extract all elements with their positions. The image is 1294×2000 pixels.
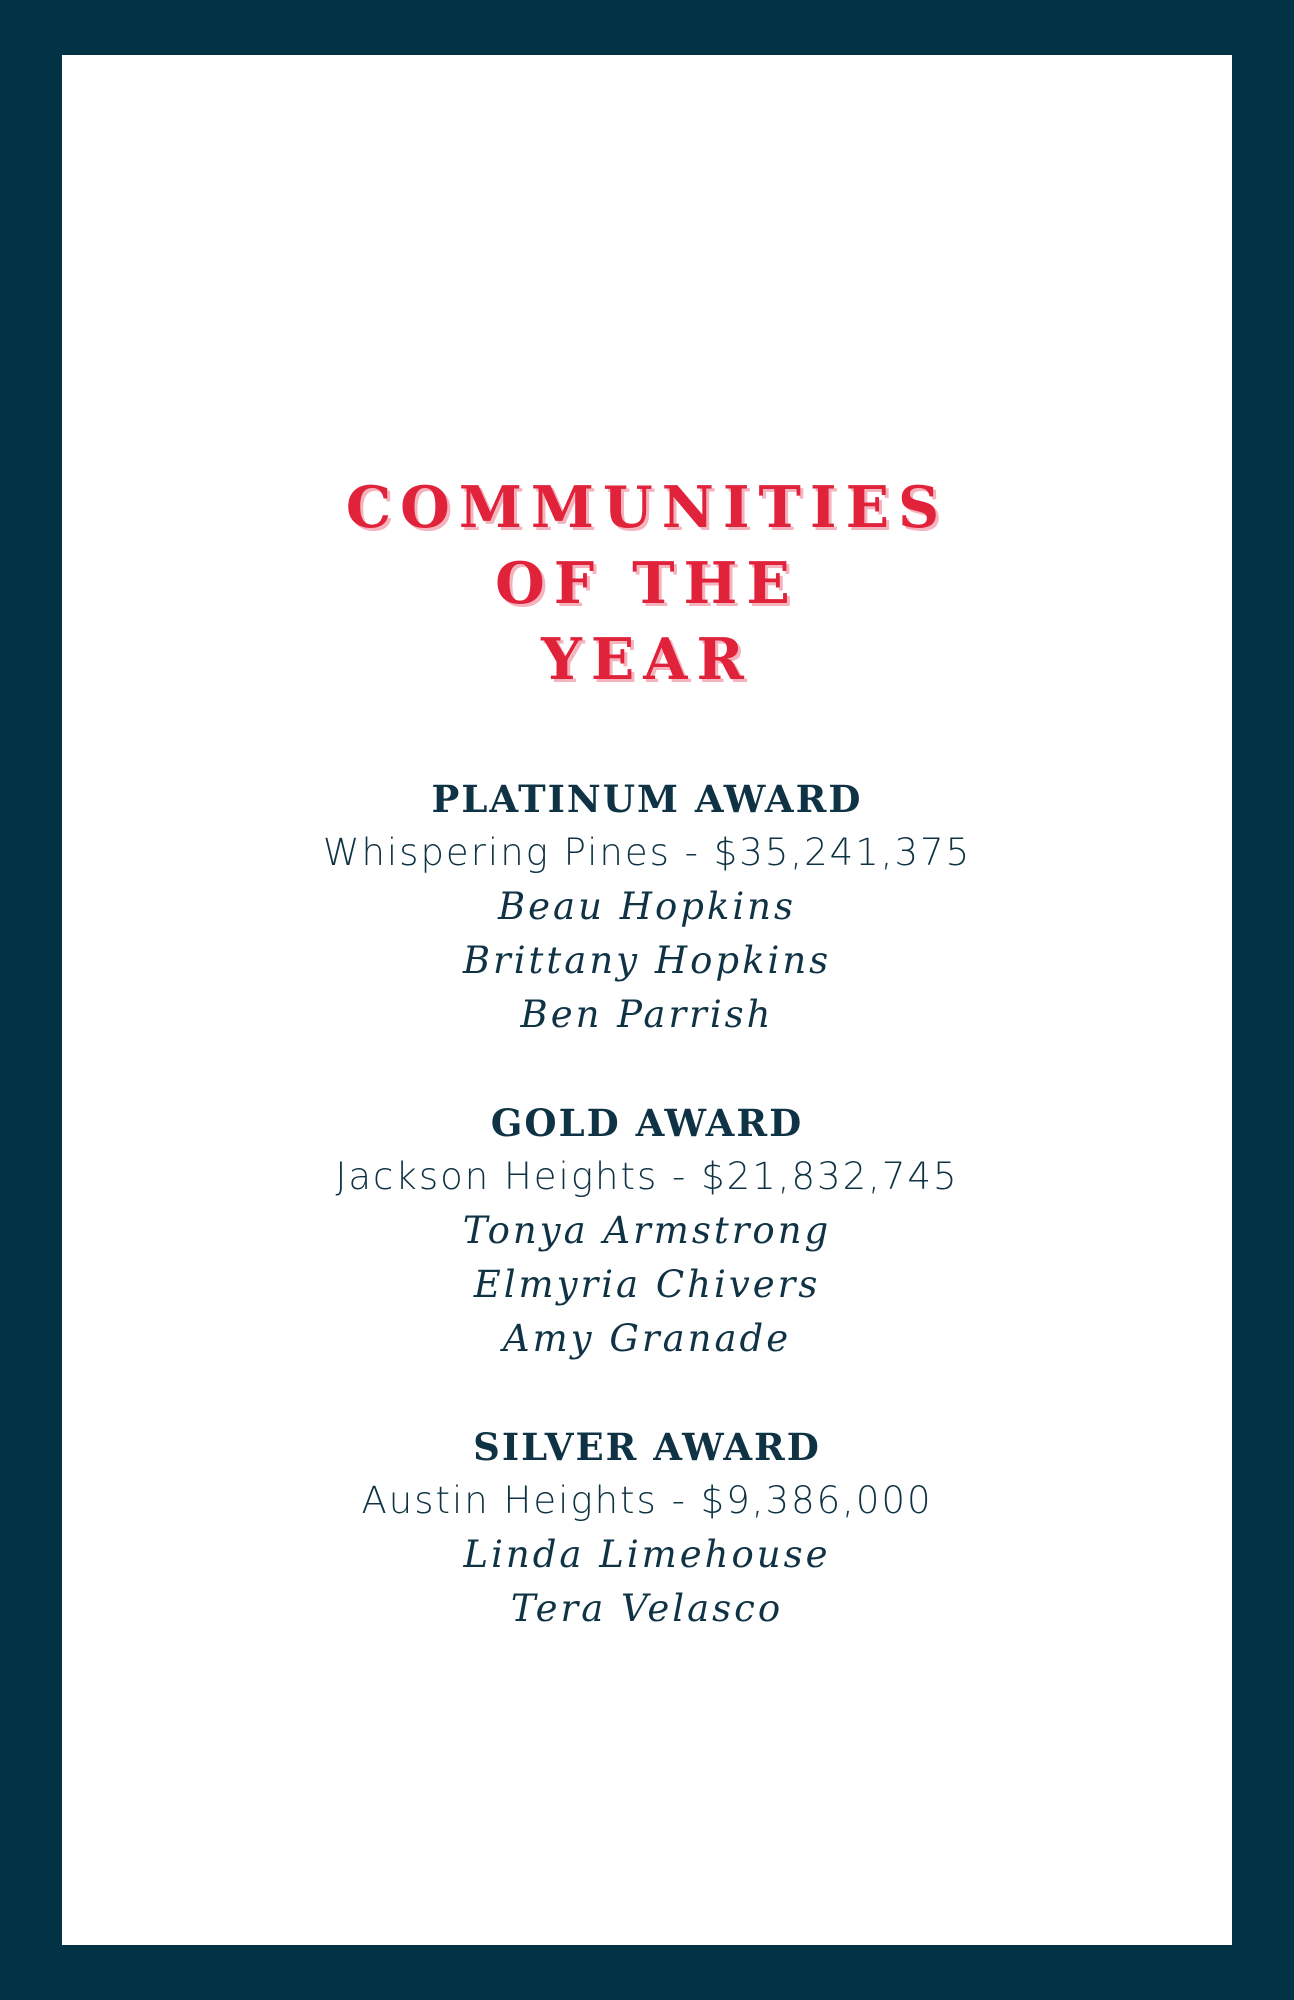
award-community: Jackson Heights - $21,832,745 <box>335 1155 959 1198</box>
awards-list <box>62 772 1232 1690</box>
award-heading: GOLD AWARD <box>490 1101 804 1145</box>
award-heading: PLATINUM AWARD <box>431 777 863 821</box>
award-community: Austin Heights - $9,386,000 <box>361 1479 933 1522</box>
award-person: Ben Parrish <box>520 993 774 1036</box>
award-silver <box>62 1420 1232 1636</box>
award-person: Tera Velasco <box>510 1587 784 1630</box>
award-person: Tonya Armstrong <box>462 1209 832 1252</box>
title-line: COMMUNITIES <box>345 474 949 541</box>
award-person: Brittany Hopkins <box>462 939 832 982</box>
title-line: OF THE <box>495 550 799 617</box>
award-gold <box>62 1096 1232 1366</box>
award-platinum <box>62 772 1232 1042</box>
award-community: Whispering Pines - $35,241,375 <box>322 831 972 874</box>
document-page <box>62 55 1232 1945</box>
page-title <box>62 470 1232 698</box>
award-heading: SILVER AWARD <box>473 1425 821 1469</box>
award-person: Beau Hopkins <box>497 885 797 928</box>
award-person: Linda Limehouse <box>463 1533 831 1576</box>
title-line: YEAR <box>541 626 753 693</box>
award-person: Elmyria Chivers <box>473 1263 821 1306</box>
award-person: Amy Granade <box>502 1317 792 1360</box>
